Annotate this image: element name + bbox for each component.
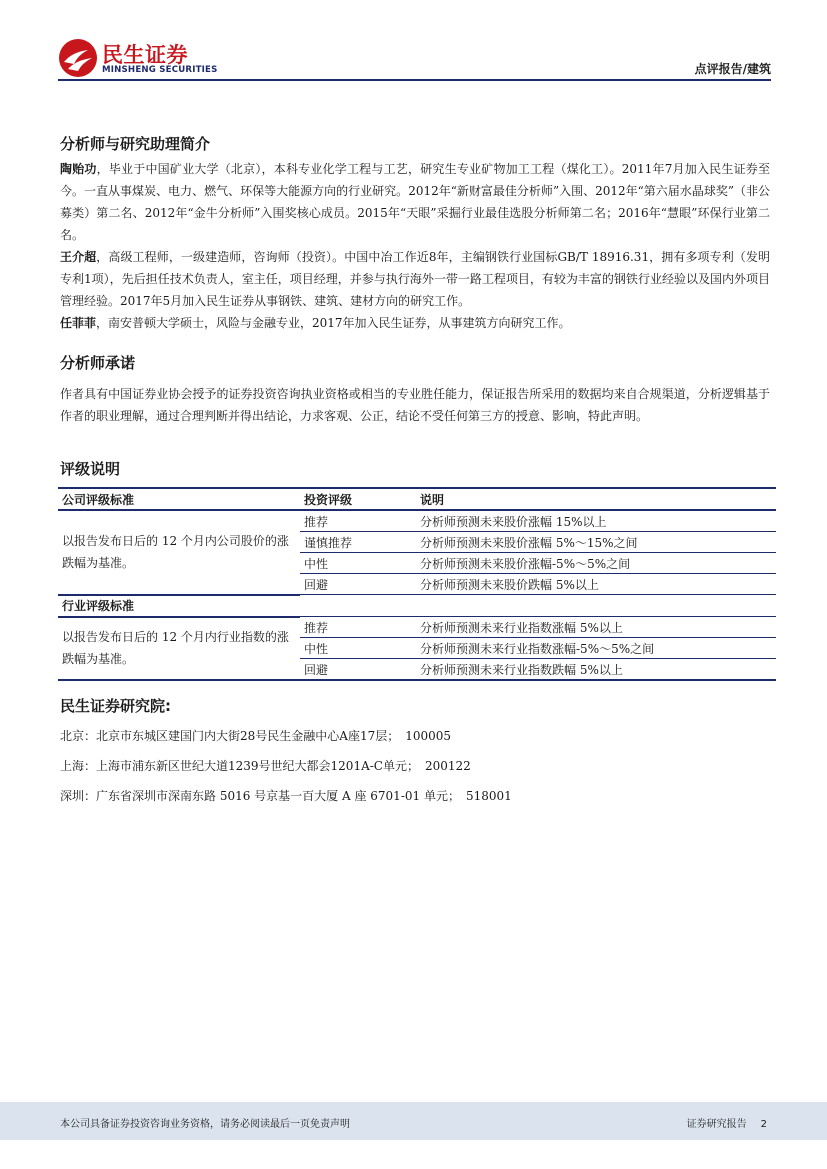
address-shanghai: 上海：上海市浦东新区世纪大道1239号世纪大都会1201A-C单元； 200122 [60,759,471,773]
table-row [58,510,776,532]
analysts-title: 分析师与研究助理简介 [60,135,211,153]
header-rating: 投资评级 [300,488,416,510]
note-cell: 分析师预测未来行业指数涨幅 5%以上 [416,617,776,638]
address-shenzhen: 深圳：广东省深圳市深南东路 5016 号京基一百大厦 A 座 6701-01 单元； 518001 [60,789,512,803]
analyst-bio [60,246,770,312]
footer-right [673,1115,767,1130]
rating-cell: 中性 [300,553,416,574]
analyst-text: ，毕业于中国矿业大学（北京），本科专业化学工程与工艺，研究生专业矿物加工工程（煤化工）。2011年7月加入民生证券至今。一直从事煤炭、电力、燃气、环保等大能源方向的行业研究。2012年“新财富最佳分析师”入围、2012年“第六届水晶球奖”（非公募类）第二名、2012年“金牛分析师”入围奖核心成员。2015年“天眼”采掘行业最佳选股分析师第二名；2016年“慧眼”环保行业第二名。 [60,162,770,242]
company-basis: 以报告发布日后的 12 个月内公司股价的涨跌幅为基准。 [62,534,289,571]
analyst-bio [60,158,770,246]
rating-cell: 回避 [300,574,416,595]
spacer-cell [300,595,416,617]
industry-basis: 以报告发布日后的 12 个月内行业指数的涨跌幅为基准。 [58,617,300,681]
logo-cn-text: 民生证券 [102,43,188,67]
note-cell: 分析师预测未来股价涨幅-5%～5%之间 [416,553,776,574]
analyst-name: 任菲菲 [60,316,97,330]
spacer-cell [416,595,776,617]
industry-title: 行业评级标准 [58,595,300,617]
analyst-name: 王介超 [60,250,97,264]
address-beijing: 北京：北京市东城区建国门内大街28号民生金融中心A座17层； 100005 [60,729,452,743]
table-row [58,617,776,638]
analyst-text: ，南安普顿大学硕士，风险与金融专业，2017年加入民生证券，从事建筑方向研究工作。 [96,316,571,330]
rating-table-header [58,488,776,510]
note-cell: 分析师预测未来行业指数跌幅 5%以上 [416,659,776,681]
rating-table [58,487,776,681]
note-cell: 分析师预测未来股价跌幅 5%以上 [416,574,776,595]
analyst-bio [60,312,770,334]
commitment-text: 作者具有中国证券业协会授予的证券投资咨询执业资格或相当的专业胜任能力，保证报告所采用的数据均来自合规渠道，分析逻辑基于作者的职业理解，通过合理判断并得出结论，力求客观、公正，结论不受任何第三方的授意、影响，特此声明。 [60,387,770,423]
analyst-text: ，高级工程师，一级建造师，咨询师（投资）。中国中冶工作近8年，主编钢铁行业国标GB/T 18916.31，拥有多项专利（发明专利1项），先后担任技术负责人，室主任，项目经理，并参与执行海外一带一路工程项目，有较为丰富的钢铁行业经验以及国内外项目管理经验。2017年5月加入民生证券从事钢铁、建筑、建材方向的研究工作。 [60,250,770,308]
report-type: 点评报告/建筑 [694,62,771,76]
rating-cell: 谨慎推荐 [300,532,416,553]
logo-mark-icon [58,38,98,78]
page-number: 2 [760,1119,767,1130]
note-cell: 分析师预测未来股价涨幅 15%以上 [416,510,776,532]
rating-cell: 中性 [300,638,416,659]
rating-cell: 推荐 [300,510,416,532]
footer-label: 证券研究报告 [686,1119,747,1130]
header-note: 说明 [416,488,776,510]
page-header [0,0,827,84]
analyst-name: 陶贻功 [60,162,97,176]
note-cell: 分析师预测未来行业指数涨幅-5%～5%之间 [416,638,776,659]
industry-header-row [58,595,776,617]
rating-cell: 回避 [300,659,416,681]
commitment-title: 分析师承诺 [60,354,136,372]
rating-cell: 推荐 [300,617,416,638]
header-standard: 公司评级标准 [58,488,300,510]
note-cell: 分析师预测未来股价涨幅 5%～15%之间 [416,532,776,553]
rating-title: 评级说明 [60,460,121,478]
logo-en-text: MINSHENG SECURITIES [102,65,218,75]
minsheng-logo [58,38,218,78]
analysts-bios [60,158,770,334]
header-divider [58,79,771,81]
institute-title: 民生证券研究院: [60,697,171,715]
footer-disclaimer: 本公司具备证券投资咨询业务资格，请务必阅读最后一页免责声明 [60,1119,350,1130]
page-footer [0,1102,827,1140]
